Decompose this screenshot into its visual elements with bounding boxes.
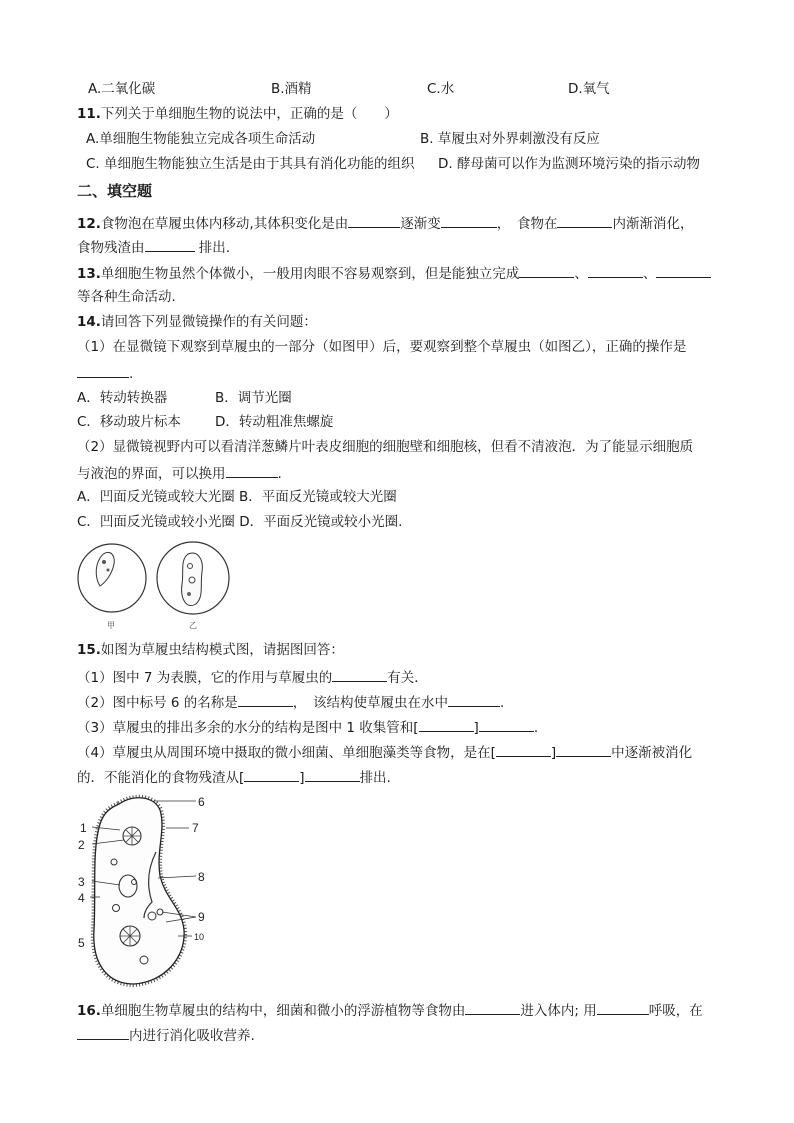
label-8: 8 [198, 870, 205, 884]
q15-blank-2[interactable] [238, 692, 293, 707]
q15-sub1-text: （1）图中 7 为表膜，它的作用与草履虫的 [77, 670, 333, 686]
q15-sub3-bracket: ] [473, 720, 479, 736]
q15-blank-8[interactable] [244, 767, 299, 782]
q15-sub5 [77, 767, 391, 787]
q16-blank-1[interactable] [465, 1000, 520, 1015]
q12-text-4: 内渐渐消化， [612, 216, 694, 232]
q14-option-1d: D．转动粗准焦螺旋 [215, 414, 334, 430]
label-1: 1 [80, 821, 87, 835]
q12-blank-1[interactable] [348, 213, 400, 228]
q11-option-b: B. 草履虫对外界刺激没有反应 [420, 131, 600, 147]
q11-text: 下列关于单细胞生物的说法中，正确的是（ ） [100, 106, 398, 122]
q14-option-2cd: C．凹面反光镜或较小光圈 D．平面反光镜或较小光圈. [77, 514, 403, 530]
q14-option-2ab: A．凹面反光镜或较大光圈 B．平面反光镜或较大光圈 [77, 489, 397, 505]
q12-blank-3[interactable] [557, 213, 612, 228]
q16-text-1: 单细胞生物草履虫的结构中，细菌和微小的浮游植物等食物由 [100, 1003, 466, 1019]
q14-sub2-line1: （2）显微镜视野内可以看清洋葱鳞片叶表皮细胞的细胞壁和细胞核，但看不清液泡．为了能显示细胞质 [77, 439, 694, 455]
label-10: 10 [194, 932, 205, 942]
q15-sub2 [77, 692, 504, 712]
q15-sub2-end: . [500, 695, 505, 711]
q14-sub2-end: . [277, 466, 282, 482]
q12-text-3: ， 食物在 [496, 216, 558, 232]
q13-blank-3[interactable] [656, 263, 711, 278]
q14-number: 14. [77, 314, 101, 330]
label-jia: 甲 [107, 621, 115, 630]
q14-blank-1[interactable] [77, 363, 129, 378]
q14-sub1: （1）在显微镜下观察到草履虫的一部分（如图甲）后，要观察到整个草履虫（如图乙），正确的操作是 [77, 339, 687, 355]
q15-number: 15. [77, 642, 101, 658]
q16-number: 16. [77, 1003, 101, 1019]
q12-blank-2[interactable] [441, 213, 497, 228]
q13-line-2: 等各种生命活动. [77, 289, 176, 305]
q14-option-1c: C．移动玻片标本 [77, 414, 181, 430]
q10-option-d: D.氧气 [568, 81, 610, 97]
microscope-field-figure [76, 540, 242, 632]
q14-blank-2[interactable] [226, 463, 278, 478]
label-7: 7 [192, 821, 199, 835]
q15-sub3-text: （3）草履虫的排出多余的水分的结构是图中 1 收集管和[ [77, 720, 419, 736]
q12-line-2 [77, 237, 230, 257]
q15-blank-1[interactable] [332, 667, 387, 682]
q15-blank-3[interactable] [448, 692, 500, 707]
q11-option-a: A.单细胞生物能独立完成各项生命活动 [86, 131, 316, 147]
q14-stem [77, 313, 317, 331]
q12-text-1: 食物泡在草履虫体内移动,其体积变化是由 [100, 216, 349, 232]
label-4: 4 [78, 891, 85, 905]
q12-line-1 [77, 213, 693, 233]
paramecium-partial-jia [96, 552, 114, 586]
q15-sub1-end: 有关． [387, 670, 428, 686]
q15-text: 如图为草履虫结构模式图，请据图回答： [100, 642, 344, 658]
q14-option-1b: B．调节光圈 [215, 390, 292, 406]
q11-stem [77, 105, 398, 123]
q12-blank-4[interactable] [145, 237, 195, 252]
q13-line-1 [77, 263, 711, 283]
label-3: 3 [78, 875, 85, 889]
q11-option-c: C. 单细胞生物能独立生活是由于其具有消化功能的组织 [86, 156, 415, 172]
q12-number: 12. [77, 216, 101, 232]
label-9: 9 [198, 910, 205, 924]
q16-line-1 [77, 1000, 703, 1020]
q16-text-2: 进入体内; 用 [520, 1003, 597, 1019]
q15-blank-7[interactable] [556, 742, 611, 757]
q15-blank-6[interactable] [496, 742, 551, 757]
q11-number: 11. [77, 106, 101, 122]
q14-sub1-end: . [129, 366, 134, 382]
label-5: 5 [78, 936, 85, 950]
q13-blank-2[interactable] [588, 263, 643, 278]
q13-sep-1: 、 [574, 266, 588, 282]
q12-text-2: 逐渐变 [400, 216, 441, 232]
label-2: 2 [78, 838, 85, 852]
q14-option-1a: A．转动转换器 [77, 390, 168, 406]
q10-option-a: A.二氧化碳 [88, 81, 156, 97]
q12-text-6: 排出. [194, 240, 231, 256]
q16-blank-2[interactable] [597, 1000, 649, 1015]
q15-sub4-bracket: ] [550, 745, 557, 761]
q15-sub5-text: 的．不能消化的食物残渣从[ [77, 770, 245, 786]
q13-text-1: 单细胞生物虽然个体微小，一般用肉眼不容易观察到，但是能独立完成 [100, 266, 520, 282]
q15-blank-9[interactable] [305, 767, 360, 782]
paramecium-structure-figure [74, 790, 214, 990]
q15-sub4 [77, 742, 692, 762]
q15-sub2-text: （2）图中标号 6 的名称是 [77, 695, 238, 711]
q13-number: 13. [77, 266, 101, 282]
q15-sub3 [77, 717, 538, 737]
q16-text-4: 内进行消化吸收营养. [129, 1028, 255, 1044]
q15-sub5-bracket: ] [299, 770, 305, 786]
q10-option-b: B.酒精 [271, 81, 312, 97]
paramecium-body [94, 798, 184, 984]
q15-sub2-text2: ， 该结构使草履虫在水中 [292, 695, 449, 711]
q15-sub1 [77, 667, 428, 687]
q14-text: 请回答下列显微镜操作的有关问题： [100, 314, 317, 330]
q16-text-3: 呼吸，在 [648, 1003, 703, 1019]
q12-text-5: 食物残渣由 [77, 240, 145, 256]
q10-option-c: C.水 [427, 81, 455, 97]
q15-sub5-end: 排出. [359, 770, 391, 786]
q15-blank-5[interactable] [479, 717, 534, 732]
q15-sub4-end: 中逐渐被消化 [611, 745, 693, 761]
paramecium-whole-yi [182, 553, 203, 605]
q14-sub1-answer [77, 363, 133, 383]
q15-sub4-text: （4）草履虫从周围环境中摄取的微小细菌、单细胞藻类等食物，是在[ [77, 745, 496, 761]
q14-sub2-line2 [77, 463, 282, 483]
q14-sub2-text: 与液泡的界面，可以换用 [77, 466, 226, 482]
section-heading: 二、填空题 [77, 182, 153, 200]
q16-line-2 [77, 1025, 255, 1045]
q16-blank-3[interactable] [77, 1025, 129, 1040]
q15-stem [77, 641, 344, 659]
q15-blank-4[interactable] [419, 717, 474, 732]
q13-sep-2: 、 [642, 266, 657, 282]
q13-blank-1[interactable] [519, 263, 574, 278]
q15-sub3-end: . [533, 720, 539, 736]
label-yi: 乙 [189, 621, 197, 630]
label-6: 6 [198, 795, 205, 809]
q11-option-d: D. 酵母菌可以作为监测环境污染的指示动物 [438, 156, 700, 172]
